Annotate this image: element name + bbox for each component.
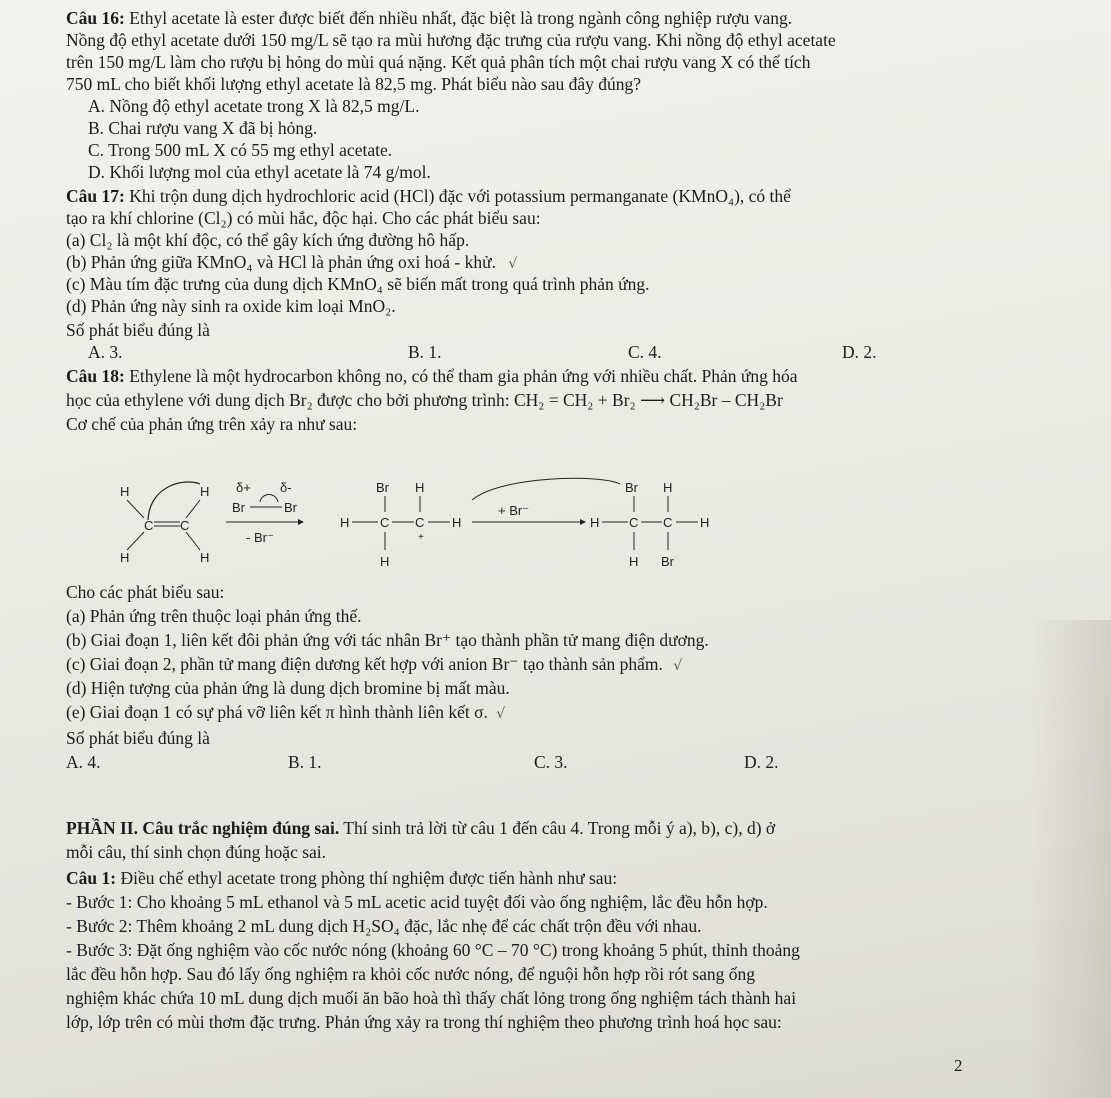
part2-heading-bold: PHẦN II. Câu trắc nghiệm đúng sai. <box>66 818 340 838</box>
q18-line-2: học của ethylene với dung dịch Br₂ được cho bởi phương trình: CH₂ = CH₂ + Br₂ ⟶ CH₂Br – CH₂Br <box>66 390 783 410</box>
q16-line-4: 750 mL cho biết khối lượng ethyl acetate là 82,5 mg. Phát biểu nào sau đây đúng? <box>66 74 642 94</box>
q18-text-1: Ethylene là một hydrocarbon không no, có thể tham gia phản ứng với nhiều chất. Phản ứng hóa <box>129 366 798 386</box>
check-mark-icon: √ <box>673 658 683 674</box>
q17-statement-b-text: (b) Phản ứng giữa KMnO₄ và HCl là phản ứng oxi hoá - khử. <box>66 252 496 272</box>
q17-text-1: Khi trộn dung dịch hydrochloric acid (HCl) đặc với potassium permanganate (KMnO₄), có thể <box>129 186 791 206</box>
q16-line-3: trên 150 mg/L làm cho rượu bị hỏng do mùi quá nặng. Kết quả phân tích một chai rượu vang X có thể tích <box>66 52 811 72</box>
product-h-top: H <box>663 480 673 495</box>
part2-heading-rest: Thí sinh trả lời từ câu 1 đến câu 4. Trong mỗi ý a), b), c), d) ở <box>343 818 776 838</box>
part2-q1-line-1 <box>66 868 617 888</box>
reaction-mechanism-diagram <box>100 470 740 580</box>
q18-title: Câu 18: <box>66 366 125 386</box>
q18-option-c: C. 3. <box>534 752 568 772</box>
product-h-right: H <box>700 515 710 530</box>
q18-statement-d: (d) Hiện tượng của phản ứng là dung dịch bromine bị mất màu. <box>66 678 510 698</box>
intermediate-h-bottom: H <box>380 554 390 569</box>
part2-q1-title: Câu 1: <box>66 868 117 888</box>
q16-option-b: B. Chai rượu vang X đã bị hỏng. <box>88 118 318 138</box>
delta-plus: δ+ <box>236 480 251 495</box>
q17-line-2: tạo ra khí chlorine (Cl₂) có mùi hắc, độc hại. Cho các phát biểu sau: <box>66 208 541 228</box>
intermediate-c-left: C <box>380 515 390 530</box>
q18-statement-c-text: (c) Giai đoạn 2, phần tử mang điện dương kết hợp với anion Br⁻ tạo thành sản phẩm. <box>66 654 663 674</box>
bromine-atom-1: Br <box>232 500 245 515</box>
check-mark-icon: √ <box>508 256 518 272</box>
q16-title: Câu 16: <box>66 8 125 28</box>
part2-q1-step-1: - Bước 1: Cho khoảng 5 mL ethanol và 5 mL acetic acid tuyệt đối vào ống nghiệm, lắc đều hỗn hợp. <box>66 892 768 912</box>
q16-option-d: D. Khối lượng mol của ethyl acetate là 74 g/mol. <box>88 162 431 182</box>
q18-line-1 <box>66 366 797 386</box>
intermediate-h-top: H <box>415 480 425 495</box>
product-h-bottom: H <box>629 554 639 569</box>
q16-text-1: Ethyl acetate là ester được biết đến nhiều nhất, đặc biệt là trong ngành công nghiệp rượu vang. <box>129 8 793 28</box>
ethylene-h-bottom-left: H <box>120 550 130 565</box>
part2-q1-step-3: - Bước 3: Đặt ống nghiệm vào cốc nước nóng (khoảng 60 °C – 70 °C) trong khoảng 5 phút, thỉnh thoảng <box>66 940 800 960</box>
q17-statement-b <box>66 252 517 274</box>
check-mark-icon: √ <box>496 706 506 722</box>
q18-statement-c <box>66 654 682 676</box>
q17-option-b: B. 1. <box>408 342 442 362</box>
q18-intro: Cho các phát biểu sau: <box>66 582 225 602</box>
delta-minus: δ- <box>280 480 292 495</box>
part2-q1-step-2: - Bước 2: Thêm khoảng 2 mL dung dịch H₂SO₄ đặc, lắc nhẹ để các chất trộn đều với nhau. <box>66 916 702 936</box>
intermediate-h-right: H <box>452 515 462 530</box>
q17-title: Câu 17: <box>66 186 125 206</box>
carbocation-charge: + <box>418 532 424 543</box>
product-h-left: H <box>590 515 600 530</box>
q18-option-b: B. 1. <box>288 752 322 772</box>
part2-heading-line-2: mỗi câu, thí sinh chọn đúng hoặc sai. <box>66 842 327 862</box>
q17-option-d: D. 2. <box>842 342 877 362</box>
ethylene-h-bottom-right: H <box>200 550 210 565</box>
product-br-bottom: Br <box>661 554 674 569</box>
q17-ask: Số phát biểu đúng là <box>66 320 210 340</box>
ethylene-c-left: C <box>144 518 154 533</box>
part2-q1-step-3-cont-3: lớp, lớp trên có mùi thơm đặc trưng. Phản ứng xảy ra trong thí nghiệm theo phương trình hoá học sau: <box>66 1012 782 1032</box>
q18-option-d: D. 2. <box>744 752 779 772</box>
minus-bromide-label: - Br⁻ <box>246 530 274 545</box>
q18-ask: Số phát biểu đúng là <box>66 728 210 748</box>
q16-option-c: C. Trong 500 mL X có 55 mg ethyl acetate. <box>88 140 393 160</box>
q16-line-1 <box>66 8 792 28</box>
q18-statement-a: (a) Phản ứng trên thuộc loại phản ứng thế. <box>66 606 362 626</box>
product-c-left: C <box>629 515 639 530</box>
bromine-atom-2: Br <box>284 500 297 515</box>
q16-line-2: Nồng độ ethyl acetate dưới 150 mg/L sẽ tạo ra mùi hương đặc trưng của rượu vang. Khi nồng độ ethyl acetate <box>66 30 836 50</box>
q17-line-1 <box>66 186 791 206</box>
page-shadow-decoration <box>1031 620 1111 1098</box>
part2-q1-step-3-cont-2: nghiệm khác chứa 10 mL dung dịch muối ăn bão hoà thì thấy chất lỏng trong ống nghiệm tách thành hai <box>66 988 797 1008</box>
q18-statement-b: (b) Giai đoạn 1, liên kết đôi phản ứng với tác nhân Br⁺ tạo thành phần tử mang điện dương. <box>66 630 709 650</box>
q17-statement-a: (a) Cl₂ là một khí độc, có thể gây kích ứng đường hô hấp. <box>66 230 470 250</box>
ethylene-h-top-right: H <box>200 484 210 499</box>
q17-statement-c: (c) Màu tím đặc trưng của dung dịch KMnO₄ sẽ biến mất trong quá trình phản ứng. <box>66 274 650 294</box>
ethylene-c-right: C <box>180 518 190 533</box>
product-c-right: C <box>663 515 673 530</box>
intermediate-br: Br <box>376 480 389 495</box>
q18-statement-e <box>66 702 505 724</box>
q17-option-c: C. 4. <box>628 342 662 362</box>
q16-option-a: A. Nồng độ ethyl acetate trong X là 82,5 mg/L. <box>88 96 420 116</box>
q18-line-3: Cơ chế của phản ứng trên xảy ra như sau: <box>66 414 358 434</box>
plus-bromide-label: + Br⁻ <box>498 503 530 518</box>
intermediate-h-left: H <box>340 515 350 530</box>
product-br-top: Br <box>625 480 638 495</box>
q18-option-a: A. 4. <box>66 752 101 772</box>
intermediate-c-right: C <box>415 515 425 530</box>
q18-statement-e-text: (e) Giai đoạn 1 có sự phá vỡ liên kết π hình thành liên kết σ. <box>66 702 488 722</box>
part2-q1-text-1: Điều chế ethyl acetate trong phòng thí nghiệm được tiến hành như sau: <box>120 868 618 888</box>
part2-q1-step-3-cont-1: lắc đều hỗn hợp. Sau đó lấy ống nghiệm ra khỏi cốc nước nóng, để nguội hỗn hợp rồi rót sang ống <box>66 964 756 984</box>
part2-heading <box>66 818 775 838</box>
page-number: 2 <box>954 1056 963 1075</box>
ethylene-h-top-left: H <box>120 484 130 499</box>
q17-statement-d: (d) Phản ứng này sinh ra oxide kim loại MnO₂. <box>66 296 396 316</box>
q17-option-a: A. 3. <box>88 342 123 362</box>
